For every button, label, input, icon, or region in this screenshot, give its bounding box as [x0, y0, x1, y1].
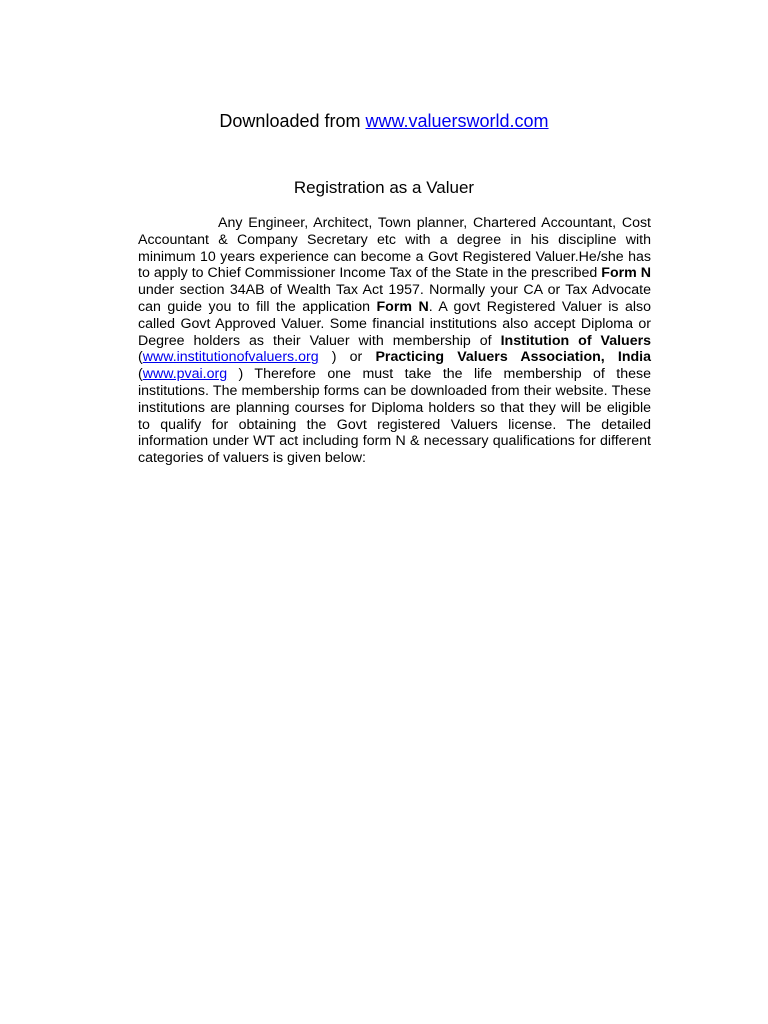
valuersworld-link[interactable]: www.valuersworld.com: [365, 111, 549, 131]
pvai-link[interactable]: www.pvai.org: [142, 366, 228, 383]
pvai-bold: Practicing Valuers Association, India: [375, 349, 652, 366]
institutionofvaluers-link[interactable]: www.institutionofvaluers.org: [142, 349, 319, 366]
para-text-1: Any Engineer, Architect, Town planner, Chartered Accountant, Cost Accountant & Company Secretary etc with a degree in his discipline with minimum 10 years experience can become a Govt Registered Valuer.He/she has to apply to Chief Commissioner Income Tax of the State in the prescribed: [138, 215, 651, 282]
page-title: Registration as a Valuer: [293, 178, 475, 197]
form-n-bold-1: Form N: [601, 265, 652, 282]
para-text-2: under section 34AB of Wealth Tax Act 1957. Normally your CA or Tax Advocate can guide you to fill the application: [138, 282, 651, 315]
institution-of-valuers-bold: Institution of Valuers: [500, 332, 652, 349]
form-n-bold-2: Form N: [376, 298, 429, 315]
para-text-4: (: [138, 349, 143, 366]
body-paragraph: [138, 215, 651, 467]
para-text-6: (: [138, 366, 143, 383]
download-source-line: [0, 110, 768, 132]
para-text-3: . A govt Registered Valuer is also called Govt Approved Valuer. Some financial institutions also accept Diploma or Degree holders as their Valuer with membership of: [138, 298, 651, 349]
para-text-7: ) Therefore one must take the life membership of these institutions. The membership forms can be downloaded from their website. These institutions are planning courses for Diploma holders so that they will be eligible to qualify for obtaining the Govt registered Valuers license. The detailed information under WT act including form N & necessary qualifications for different categories of valuers is given below:: [138, 366, 651, 467]
para-text-5: ) or: [318, 349, 376, 366]
download-source-prefix: Downloaded from: [219, 111, 366, 131]
